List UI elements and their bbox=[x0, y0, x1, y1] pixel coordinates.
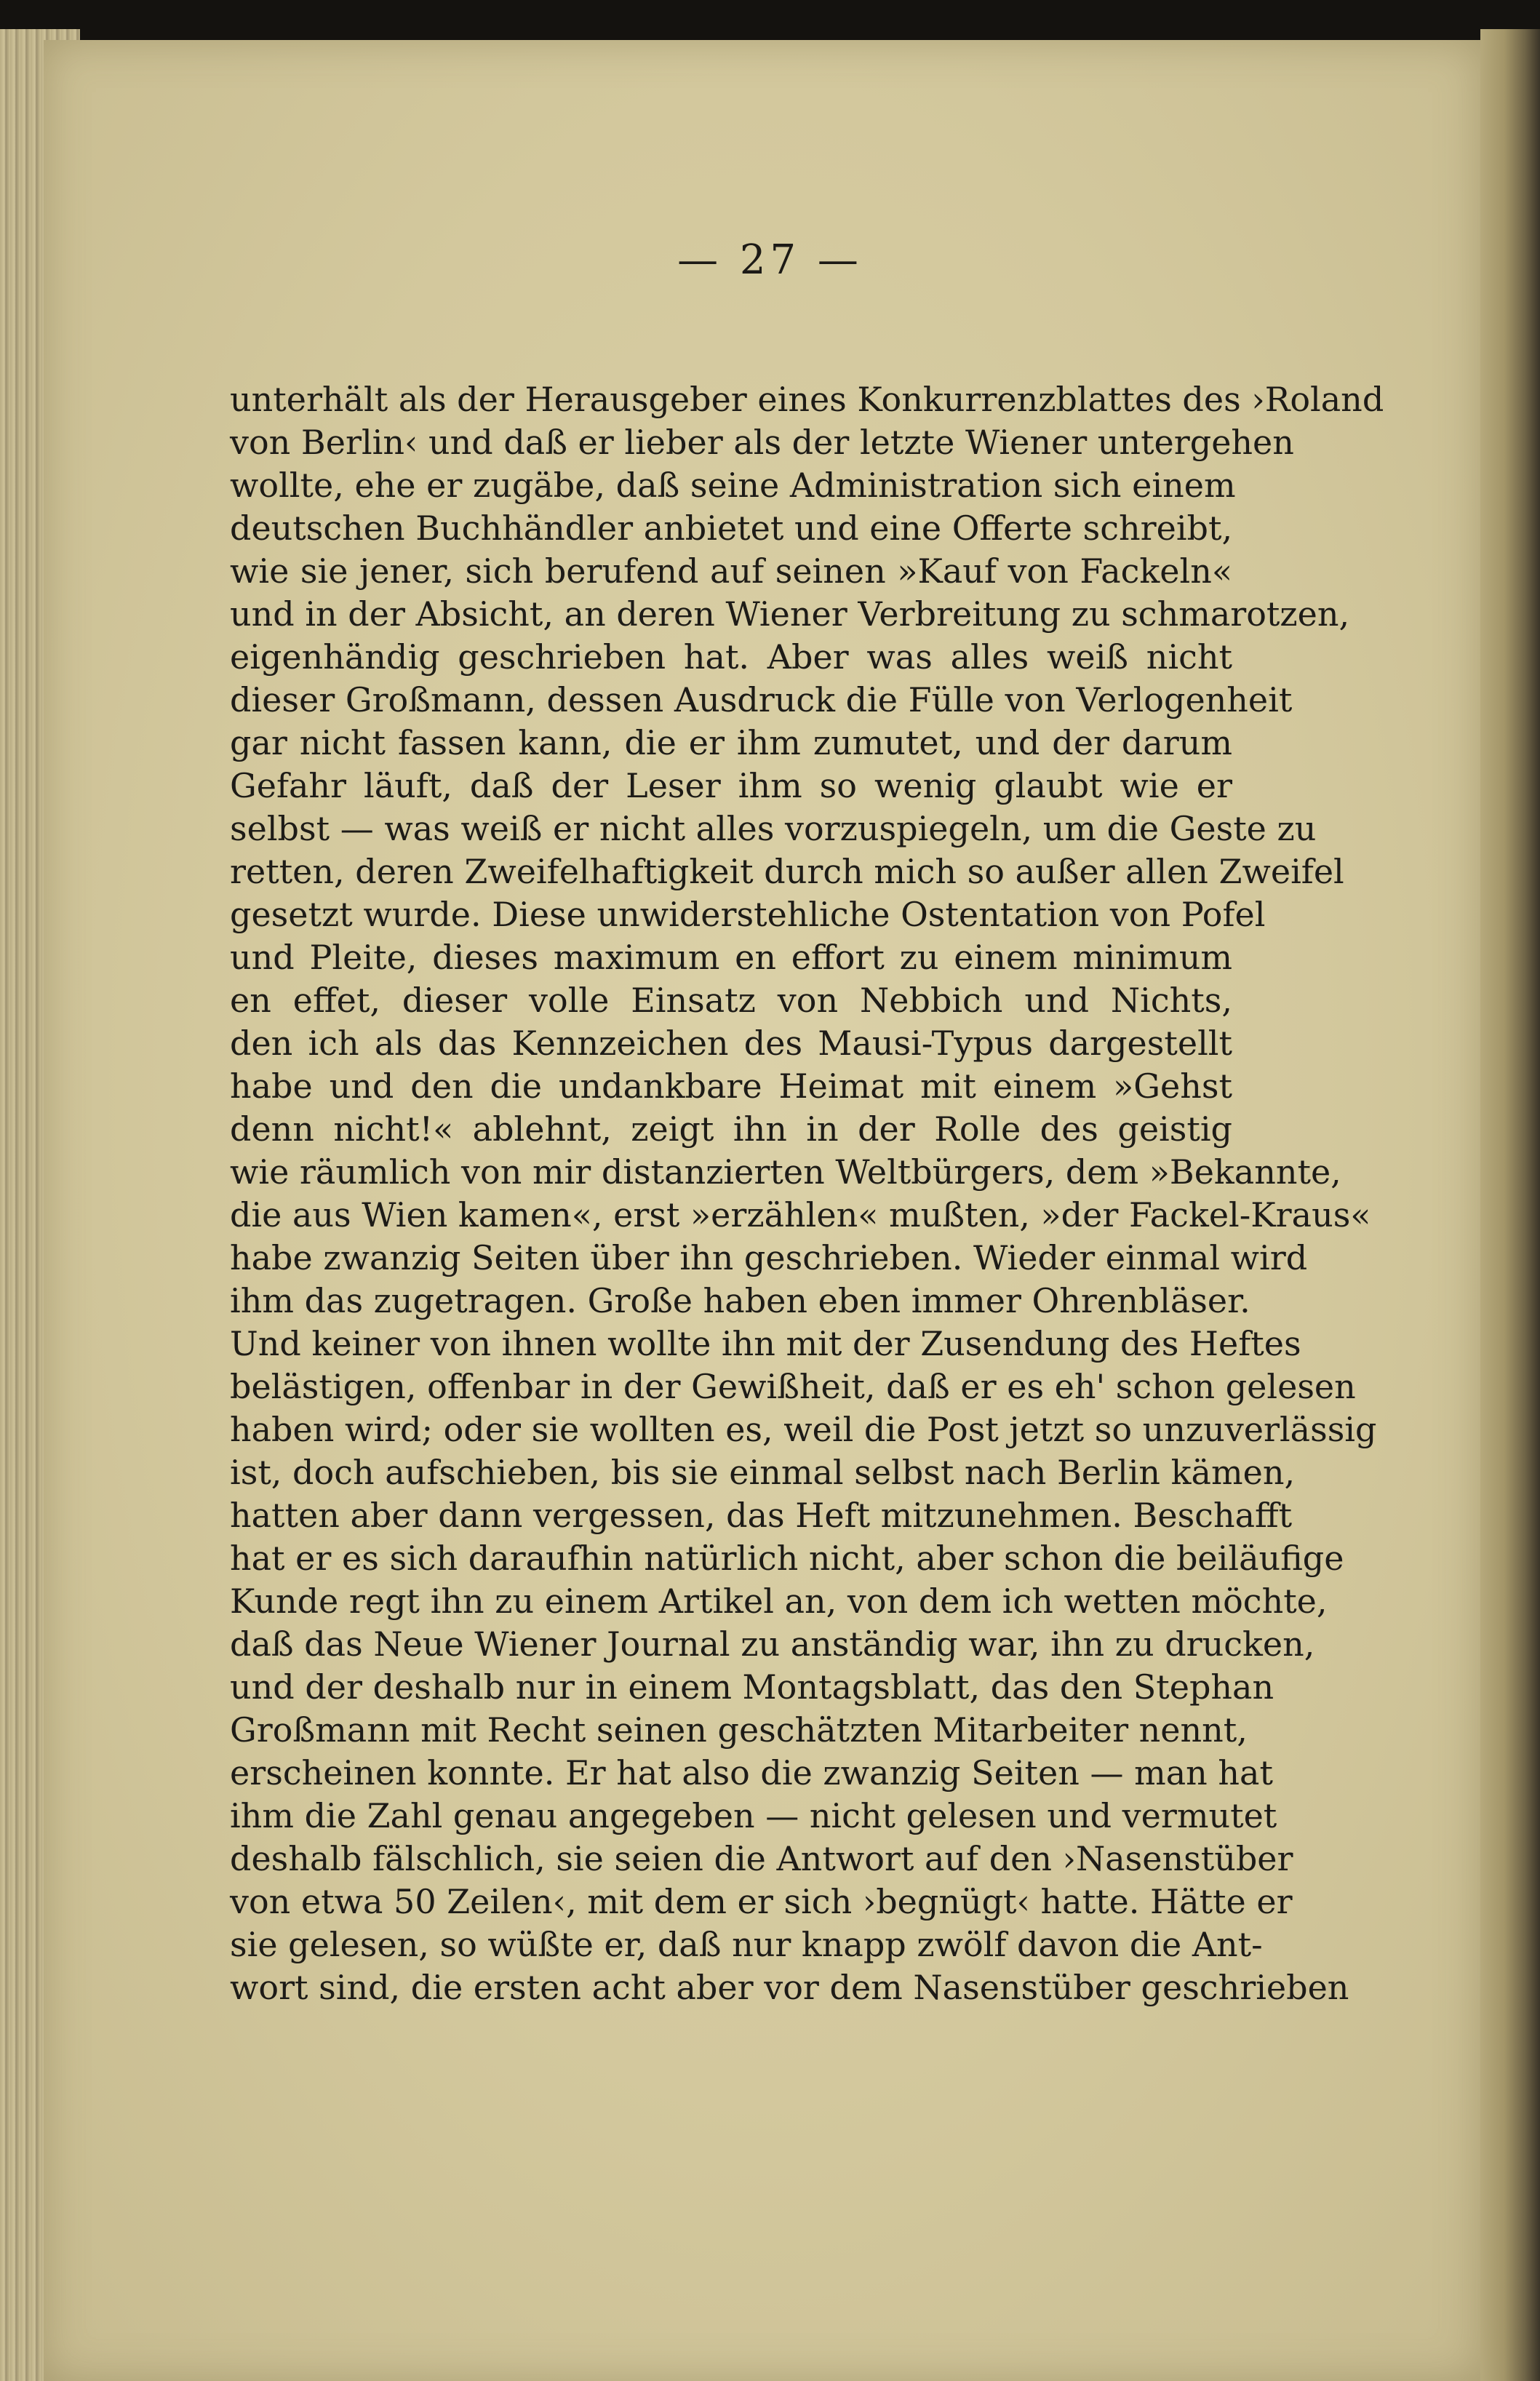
text-line: daß das Neue Wiener Journal zu anständig war, ihn zu drucken, bbox=[230, 1624, 1315, 1664]
text-line: den ich als das Kennzeichen des Mausi-Typus dargestellt bbox=[230, 1024, 1232, 1063]
text-line: en effet, dieser volle Einsatz von Nebbich und Nichts, bbox=[230, 981, 1232, 1020]
text-line: dieser Großmann, dessen Ausdruck die Fülle von Verlogenheit bbox=[230, 680, 1293, 719]
text-line: von etwa 50 Zeilen‹, mit dem er sich ›begnügt‹ hatte. Hätte er bbox=[230, 1882, 1293, 1921]
text-line: Und keiner von ihnen wollte ihn mit der Zusendung des Heftes bbox=[230, 1324, 1301, 1363]
text-line: ihm das zugetragen. Große haben eben immer Ohrenbläser. bbox=[230, 1281, 1250, 1320]
text-line: und der deshalb nur in einem Montagsblatt, das den Stephan bbox=[230, 1667, 1274, 1707]
text-line: selbst — was weiß er nicht alles vorzuspiegeln, um die Geste zu bbox=[230, 809, 1317, 848]
text-line: eigenhändig geschrieben hat. Aber was alles weiß nicht bbox=[230, 637, 1232, 677]
text-line: habe und den die undankbare Heimat mit einem »Gehst bbox=[230, 1066, 1232, 1106]
text-line: die aus Wien kamen«, erst »erzählen« mußten, »der Fackel-Kraus« bbox=[230, 1195, 1371, 1235]
text-line: Gefahr läuft, daß der Leser ihm so wenig glaubt wie er bbox=[230, 766, 1232, 805]
text-line: und Pleite, dieses maximum en effort zu einem minimum bbox=[230, 938, 1232, 977]
text-line: wie sie jener, sich berufend auf seinen »Kauf von Fackeln« bbox=[230, 551, 1232, 591]
binding-gutter bbox=[1480, 29, 1540, 2381]
text-line: erscheinen konnte. Er hat also die zwanzig Seiten — man hat bbox=[230, 1753, 1273, 1792]
scan-background bbox=[0, 0, 1540, 44]
text-line: hatten aber dann vergessen, das Heft mitzunehmen. Beschafft bbox=[230, 1496, 1293, 1535]
text-line: unterhält als der Herausgeber eines Konkurrenzblattes des ›Roland bbox=[230, 380, 1384, 419]
text-line: deshalb fälschlich, sie seien die Antwort auf den ›Nasenstüber bbox=[230, 1839, 1293, 1878]
text-line: gesetzt wurde. Diese unwiderstehliche Ostentation von Pofel bbox=[230, 895, 1266, 934]
text-line: gar nicht fassen kann, die er ihm zumutet, und der darum bbox=[230, 723, 1232, 762]
text-line: denn nicht!« ablehnt, zeigt ihn in der Rolle des geistig bbox=[230, 1109, 1232, 1149]
text-line: Kunde regt ihn zu einem Artikel an, von dem ich wetten möchte, bbox=[230, 1582, 1328, 1621]
text-line: retten, deren Zweifelhaftigkeit durch mich so außer allen Zweifel bbox=[230, 852, 1344, 891]
page-number: — 27 — bbox=[677, 236, 863, 284]
text-line: haben wird; oder sie wollten es, weil die Post jetzt so unzuverlässig bbox=[230, 1410, 1377, 1449]
text-line: von Berlin‹ und daß er lieber als der letzte Wiener untergehen bbox=[230, 423, 1294, 462]
body-text bbox=[230, 378, 1384, 2009]
text-line: belästigen, offenbar in der Gewißheit, daß er es eh' schon gelesen bbox=[230, 1367, 1356, 1406]
text-line: Großmann mit Recht seinen geschätzten Mitarbeiter nennt, bbox=[230, 1710, 1248, 1750]
text-line: hat er es sich daraufhin natürlich nicht, aber schon die beiläufige bbox=[230, 1539, 1344, 1578]
text-line: wie räumlich von mir distanzierten Weltbürgers, dem »Bekannte, bbox=[230, 1152, 1341, 1192]
text-line: sie gelesen, so wüßte er, daß nur knapp zwölf davon die Ant- bbox=[230, 1925, 1263, 1964]
text-line: habe zwanzig Seiten über ihn geschrieben. Wieder einmal wird bbox=[230, 1238, 1308, 1277]
text-line: wort sind, die ersten acht aber vor dem Nasenstüber geschrieben bbox=[230, 1968, 1349, 2007]
text-line: ihm die Zahl genau angegeben — nicht gelesen und vermutet bbox=[230, 1796, 1277, 1835]
text-line: wollte, ehe er zugäbe, daß seine Administration sich einem bbox=[230, 466, 1236, 505]
text-line: deutschen Buchhändler anbietet und eine Offerte schreibt, bbox=[230, 508, 1233, 548]
text-line: ist, doch aufschieben, bis sie einmal selbst nach Berlin kämen, bbox=[230, 1453, 1296, 1492]
text-line: und in der Absicht, an deren Wiener Verbreitung zu schmarotzen, bbox=[230, 594, 1350, 634]
